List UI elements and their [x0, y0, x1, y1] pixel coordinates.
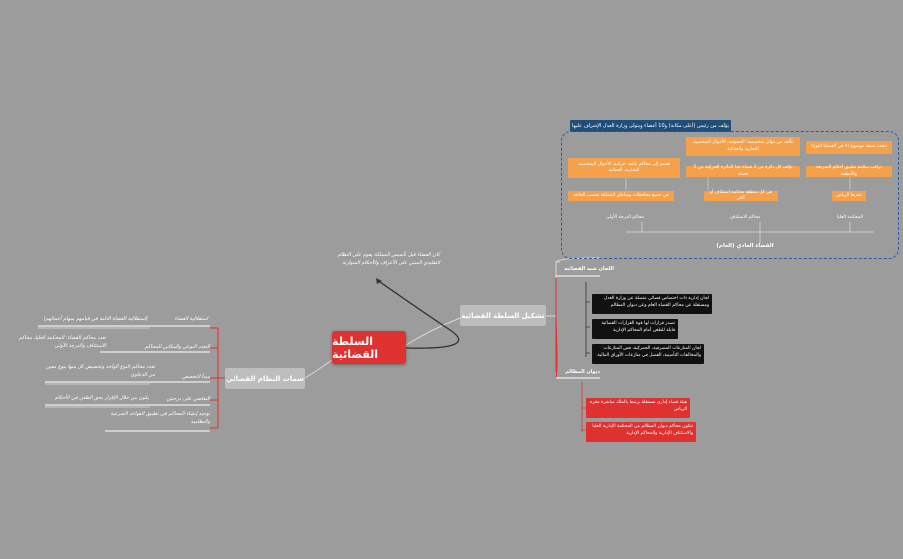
first-degree-location: في جميع محافظات ومناطق المملكة بحسب الحاجة	[568, 191, 674, 201]
feature-detail-2: تعدد محاكم القضاء: المحكمة العليا، محاكم الاستئناف والدرجة الأولى	[18, 335, 106, 349]
quasi-item-3: لجان المنازعات المصرفية، الجمركية، فض المنازعات والمخالفات التأمينية، الفصل في منازعات الأوراق المالية	[592, 344, 704, 364]
appeal-box-2: تؤلف كل دائرة من 3 قضاة عدا الدائرة الجزائية من 5 قضاة	[686, 166, 800, 177]
grievances-item-2: تتكون محاكم ديوان المظالم من المحكمة الإدارية العليا والاستئناف الإدارية والمحاكم الإدارية	[586, 422, 696, 442]
grievances-title[interactable]: ديوان المظالم	[565, 369, 600, 375]
grievances-item-1: هيئة قضاء إداري مستقلة يرتبط بالملك مباشرة مقره الرياض	[586, 398, 690, 418]
appeal-box-1: تتألف من دوائر متخصصة: الحقوقية، الأحوال الشخصية، التجارية والعمالية	[686, 137, 800, 156]
supreme-box-1: تبحث بصفة موضوع (لا في القضايا النوع)	[806, 141, 892, 154]
feature-detail-5: توحيد إنشاء المحاكم في تطبيق القواعد الشرعية والنظامية	[110, 411, 210, 425]
feature-label-4: التقاضي على درجتين	[166, 396, 210, 402]
feature-label-1: استقلالية القضاء	[174, 316, 208, 322]
first-degree-box-1: تقسم إلى محاكم عامة، جزائية، الأحوال الشخصية، التجارية، العمالية	[568, 158, 680, 178]
general-judiciary-title[interactable]: القضاء العادي (العام)	[716, 243, 774, 249]
feature-label-3: مبدأ التخصص	[182, 374, 210, 380]
appeal-court-name: محاكم الاستئناف	[729, 215, 761, 220]
judiciary-features-branch[interactable]: سمات النظام القضائي	[225, 368, 305, 389]
feature-detail-4: يكون من خلال الإقرار بحق الطعن في الأحكام	[54, 395, 149, 401]
root-node[interactable]: السلطة القضائية	[332, 331, 406, 364]
judiciary-structure-branch[interactable]: تشكيل السلطة القضائية	[460, 305, 546, 326]
feature-detail-3: تعدد محاكم النوع الواحد وتخصيص كل منها بنوع معين من الدعاوى	[45, 364, 155, 378]
quasi-judicial-title[interactable]: اللجان شبه القضائية	[564, 266, 614, 272]
council-label: يؤلف من رئيس (أعلى مكانة) و10 أعضاء ويتولى وزارة العدل الإشراف عليها	[570, 120, 731, 132]
first-degree-court-name: محاكم الدرجة الأولى	[605, 215, 645, 220]
quasi-item-1: لجان إدارية ذات اختصاص قضائي متصلة عن وزارة العدل ومستقلة عن محاكم القضاء العام وعن ديوان المظالم	[592, 294, 712, 314]
supreme-location: مقرها الرياض	[832, 191, 866, 201]
supreme-court-name: المحكمة العليا	[836, 215, 864, 220]
appeal-location: في كل منطقة محكمة استئناف أو أكثر	[704, 191, 778, 201]
historical-note: كان القضاء قبل تأسيس المملكة يقوم على النظام التقليدي المبني على الأعراف والأحكام المتوارثة	[337, 252, 440, 266]
feature-label-2: التعدد النوعي والمكاني للمحاكم	[144, 344, 210, 350]
feature-detail-1: (استقلالية القضاة التامة في قيامهم بمهام أعمالهم)	[43, 316, 148, 322]
supreme-box-2: تراقب سلامة تطبيق أحكام الشريعة والأنظمة	[806, 166, 892, 177]
quasi-item-2: تصدر قرارات لها قوة القرارات القضائية قابلة للطعن أمام المحاكم الإدارية	[592, 319, 678, 339]
